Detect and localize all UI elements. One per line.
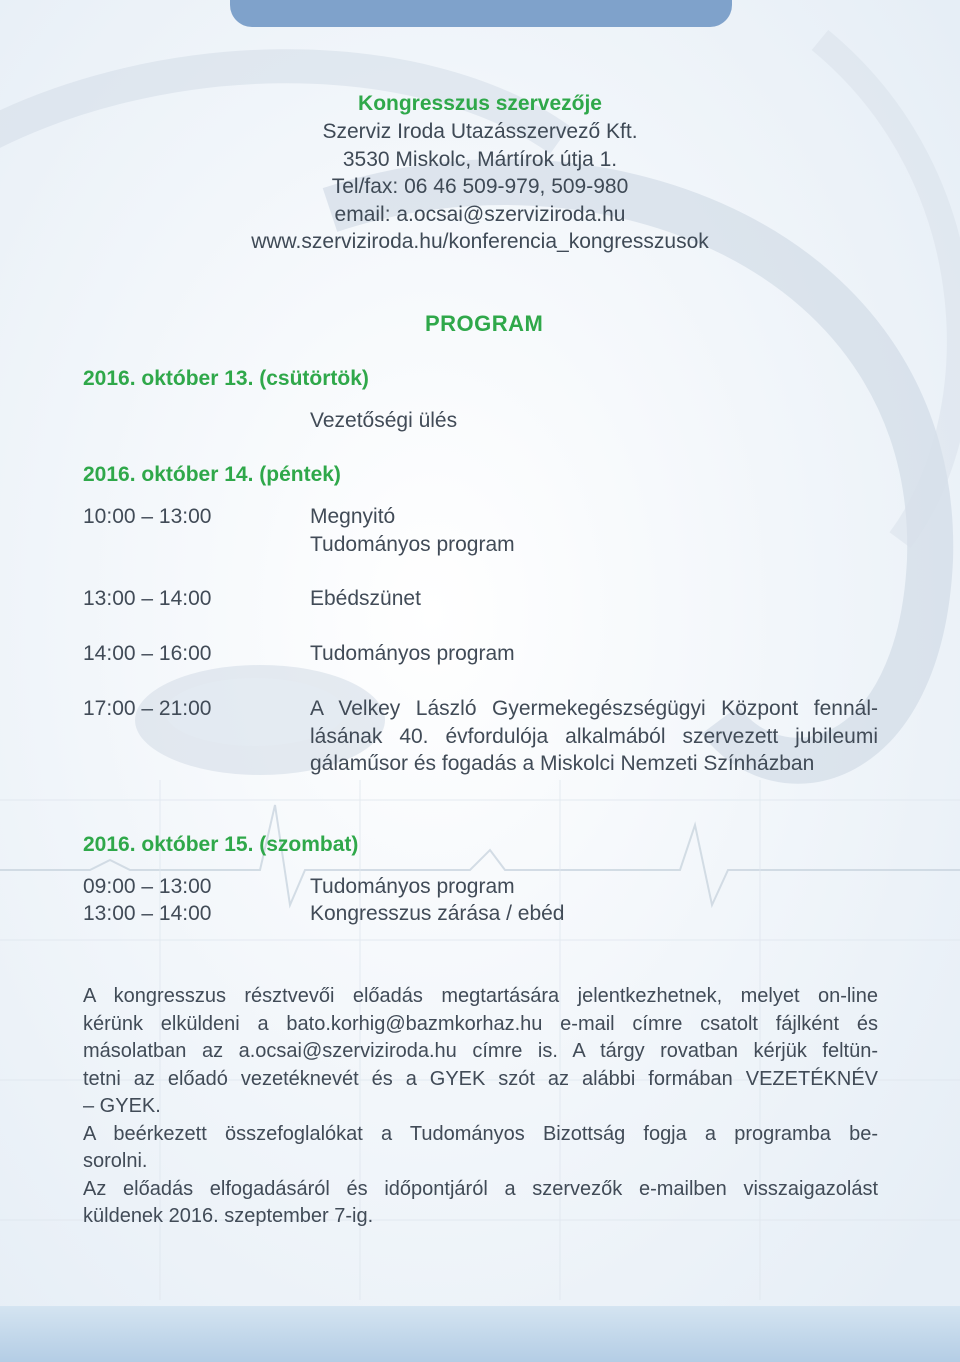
program-description: [310, 695, 878, 778]
notes-line: kérünk elküldeni a bato.korhig@bazmkorhaz.hu e-mail címre csatolt fájlként és: [83, 1012, 878, 1035]
notes-line: Az előadás elfogadásáról és időpontjáról a szervezők e-mailben visszaigazolást: [83, 1177, 878, 1200]
day-title: 2016. október 13. (csütörtök): [83, 367, 369, 390]
program-line: Ebédszünet: [310, 587, 421, 610]
notes-line: másolatban az a.ocsai@szerviziroda.hu címre is. A tárgy rovatban kérjük feltün-: [83, 1040, 878, 1062]
program-time: 09:00 – 13:00: [83, 875, 212, 898]
day-title: 2016. október 15. (szombat): [83, 833, 359, 856]
program-line: Tudományos program: [310, 532, 515, 556]
day-title: 2016. október 14. (péntek): [83, 463, 341, 486]
program-description: [310, 503, 878, 558]
program-line: Kongresszus zárása / ebéd: [310, 902, 565, 925]
program-line: Vezetőségi ülés: [310, 409, 458, 432]
organizer-company: Szerviz Iroda Utazásszervező Kft.: [322, 120, 638, 143]
program-description: [310, 900, 878, 928]
organizer-phone: Tel/fax: 06 46 509-979, 509-980: [331, 175, 629, 198]
program-line: Megnyitó: [310, 505, 396, 528]
notes-line: tetni az előadó vezetéknevét és a GYEK szót az alábbi formában VEZETÉKNÉV: [83, 1067, 878, 1090]
program-line: A Velkey László Gyermekegészségügyi Központ fennál-: [310, 697, 878, 720]
program-time: 13:00 – 14:00: [83, 587, 212, 610]
notes-line: A beérkezett összefoglalókat a Tudományos Bizottság fogja a programba be-: [83, 1122, 878, 1145]
notes-line: küldenek 2016. szeptember 7-ig.: [83, 1205, 374, 1227]
organizer-website[interactable]: www.szerviziroda.hu/konferencia_kongresszusok: [251, 230, 709, 253]
organizer-address: 3530 Miskolc, Mártírok útja 1.: [342, 147, 618, 171]
program-heading: PROGRAM: [425, 311, 544, 336]
organizer-block: [0, 90, 960, 256]
submission-notes: [83, 983, 878, 1231]
program-line: lásának 40. évfordulója alkalmából szervezett jubileumi: [310, 724, 878, 748]
notes-line: sorolni.: [83, 1150, 148, 1172]
program-line: Tudományos program: [310, 642, 515, 665]
program-line: gálaműsor és fogadás a Miskolci Nemzeti Színházban: [310, 752, 815, 775]
program-line: Tudományos program: [310, 875, 515, 898]
organizer-title: Kongresszus szervezője: [358, 92, 602, 115]
program-time: 14:00 – 16:00: [83, 642, 212, 665]
notes-line: – GYEK.: [83, 1095, 161, 1117]
program-time: 17:00 – 21:00: [83, 697, 212, 720]
program-description: [310, 585, 878, 613]
program-description: [310, 407, 878, 435]
program-time: 13:00 – 14:00: [83, 902, 212, 925]
program-description: [310, 873, 878, 901]
program-description: [310, 640, 878, 668]
program-time: 10:00 – 13:00: [83, 505, 212, 528]
notes-line: A kongresszus résztvevői előadás megtartására jelentkezhetnek, melyet on-line: [83, 985, 878, 1007]
organizer-email[interactable]: email: a.ocsai@szerviziroda.hu: [334, 202, 626, 226]
